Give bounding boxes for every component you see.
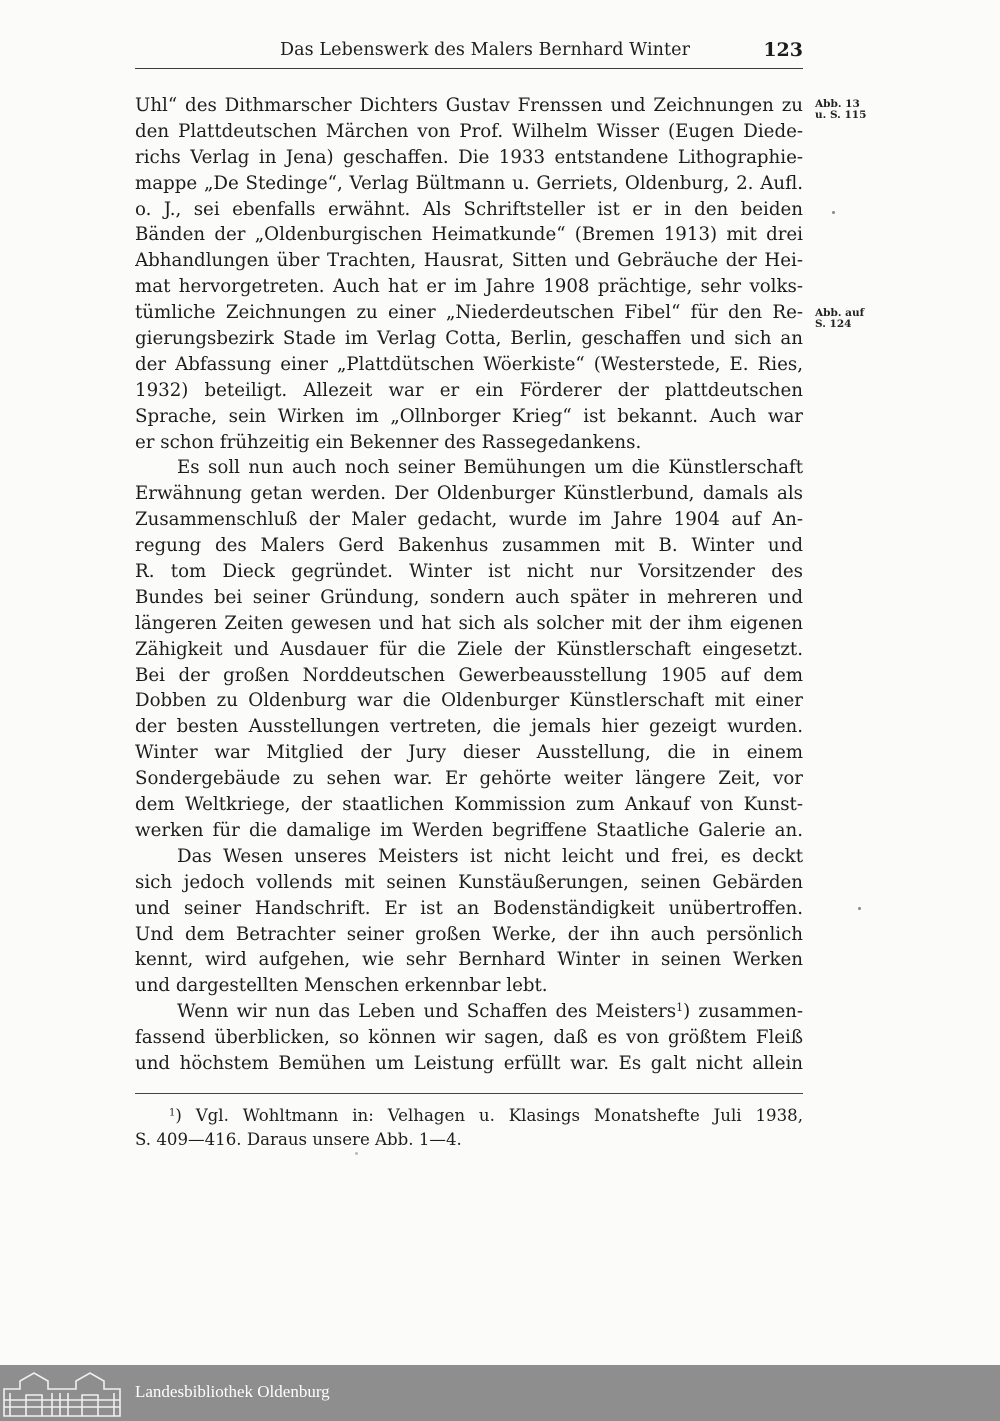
text-line: Zähigkeit und Ausdauer für die Ziele der Künstlerschaft eingesetzt.: [135, 638, 803, 660]
text-line: fassend überblicken, so können wir sagen, daß es von größtem Fleiß: [135, 1027, 803, 1049]
text-line: mat hervorgetreten. Auch hat er im Jahre 1908 prächtige, sehr volks-: [135, 276, 803, 298]
text-line: gierungsbezirk Stade im Verlag Cotta, Berlin, geschaffen und sich an: [135, 328, 803, 350]
text-line: Bei der großen Norddeutschen Gewerbeausstellung 1905 auf dem: [135, 664, 803, 686]
text-line: den Plattdeutschen Märchen von Prof. Wilhelm Wisser (Eugen Diede-: [135, 120, 803, 142]
text-line: längeren Zeiten gewesen und hat sich als solcher mit der ihm eigenen: [135, 612, 803, 634]
margin-note-line: Abb. auf: [815, 307, 865, 319]
text-line: Sondergebäude zu sehen war. Er gehörte weiter längere Zeit, vor: [135, 768, 803, 790]
footnote-divider: [135, 1093, 803, 1094]
library-building-logo-icon: [0, 1369, 124, 1419]
text-line: Winter war Mitglied der Jury dieser Ausstellung, die in einem: [135, 742, 803, 764]
scan-speck: [858, 907, 861, 910]
text-line: und seiner Handschrift. Er ist an Bodenständigkeit unübertroffen.: [135, 897, 803, 919]
text-line: und dargestellten Menschen erkennbar lebt.: [135, 975, 548, 997]
text-segment: ) Vgl. Wohltmann in: Velhagen u. Klasings Monatshefte Juli 1938,: [175, 1106, 803, 1125]
scan-speck: [355, 1152, 358, 1155]
margin-note-line: Abb. 13: [815, 98, 860, 110]
text-line: dem Weltkriege, der staatlichen Kommission zum Ankauf von Kunst-: [135, 794, 803, 816]
text-line: Bänden der „Oldenburgischen Heimatkunde“ (Bremen 1913) mit drei: [135, 224, 803, 246]
body-text: [135, 93, 803, 1077]
text-line: werken für die damalige im Werden begriffene Staatliche Galerie an.: [135, 819, 803, 841]
text-line: o. J., sei ebenfalls erwähnt. Als Schriftsteller ist er in den beiden: [135, 198, 803, 220]
text-line: kennt, wird aufgehen, wie sehr Bernhard Winter in seinen Werken: [135, 949, 803, 971]
text-line: Und dem Betrachter seiner großen Werke, der ihn auch persönlich: [135, 923, 803, 945]
text-line: Dobben zu Oldenburg war die Oldenburger Künstlerschaft mit einer: [135, 690, 803, 712]
text-line-with-footnote-ref: [135, 999, 803, 1025]
text-line: tümliche Zeichnungen zu einer „Niederdeutschen Fibel“ für den Re-: [135, 302, 803, 324]
text-line: er schon frühzeitig ein Bekenner des Rassegedankens.: [135, 431, 642, 453]
text-line: R. tom Dieck gegründet. Winter ist nicht nur Vorsitzender des: [135, 561, 803, 583]
text-line: Erwähnung getan werden. Der Oldenburger Künstlerbund, damals als: [135, 483, 803, 505]
margin-note-line: u. S. 115: [815, 109, 867, 121]
text-line: mappe „De Stedinge“, Verlag Bültmann u. Gerriets, Oldenburg, 2. Aufl.: [135, 172, 803, 194]
library-footer: [0, 1365, 1000, 1421]
footnote-line: [135, 1104, 803, 1128]
text-line: Das Wesen unseres Meisters ist nicht leicht und frei, es deckt: [177, 845, 803, 867]
page-number: 123: [763, 39, 803, 61]
text-line: 1932) beteiligt. Allezeit war er ein Förderer der plattdeutschen: [135, 379, 803, 401]
margin-note-figure-ref: [815, 99, 866, 121]
text-line: sich jedoch vollends mit seinen Kunstäußerungen, seinen Gebärden: [135, 871, 803, 893]
running-head: [135, 38, 803, 69]
running-title: Das Lebenswerk des Malers Bernhard Winter: [280, 40, 691, 60]
footnote-marker: 1: [676, 1001, 684, 1015]
footnote: [135, 1104, 803, 1151]
margin-note-line: S. 124: [815, 318, 852, 330]
text-line: regung des Malers Gerd Bakenhus zusammen mit B. Winter und: [135, 535, 803, 557]
text-line: Es soll nun auch noch seiner Bemühungen um die Künstlerschaft: [177, 457, 803, 479]
footnote-marker: 1: [169, 1107, 176, 1119]
text-line: richs Verlag in Jena) geschaffen. Die 1933 entstandene Lithographie-: [135, 146, 803, 168]
text-segment: ) zusammen-: [683, 1001, 803, 1023]
text-line: Abhandlungen über Trachten, Hausrat, Sitten und Gebräuche der Hei-: [135, 250, 803, 272]
scan-speck: [832, 211, 835, 214]
text-line: Sprache, sein Wirken im „Ollnborger Krieg“ ist bekannt. Auch war: [135, 405, 803, 427]
text-line: der besten Ausstellungen vertreten, die jemals hier gezeigt wurden.: [135, 716, 803, 738]
text-line: und höchstem Bemühen um Leistung erfüllt war. Es galt nicht allein: [135, 1052, 803, 1074]
text-line: der Abfassung einer „Plattdütschen Wöerkiste“ (Westerstede, E. Ries,: [135, 353, 803, 375]
text-segment: Wenn wir nun das Leben und Schaffen des Meisters: [177, 1001, 677, 1023]
library-name: Landesbibliothek Oldenburg: [135, 1382, 330, 1401]
margin-note-figure-ref: [815, 308, 864, 330]
text-line: Uhl“ des Dithmarscher Dichters Gustav Frenssen und Zeichnungen zu: [135, 95, 803, 116]
text-line: Bundes bei seiner Gründung, sondern auch später in mehreren und: [135, 586, 803, 608]
text-line: Zusammenschluß der Maler gedacht, wurde im Jahre 1904 auf An-: [135, 509, 803, 531]
footnote-line: S. 409—416. Daraus unsere Abb. 1—4.: [135, 1129, 462, 1149]
